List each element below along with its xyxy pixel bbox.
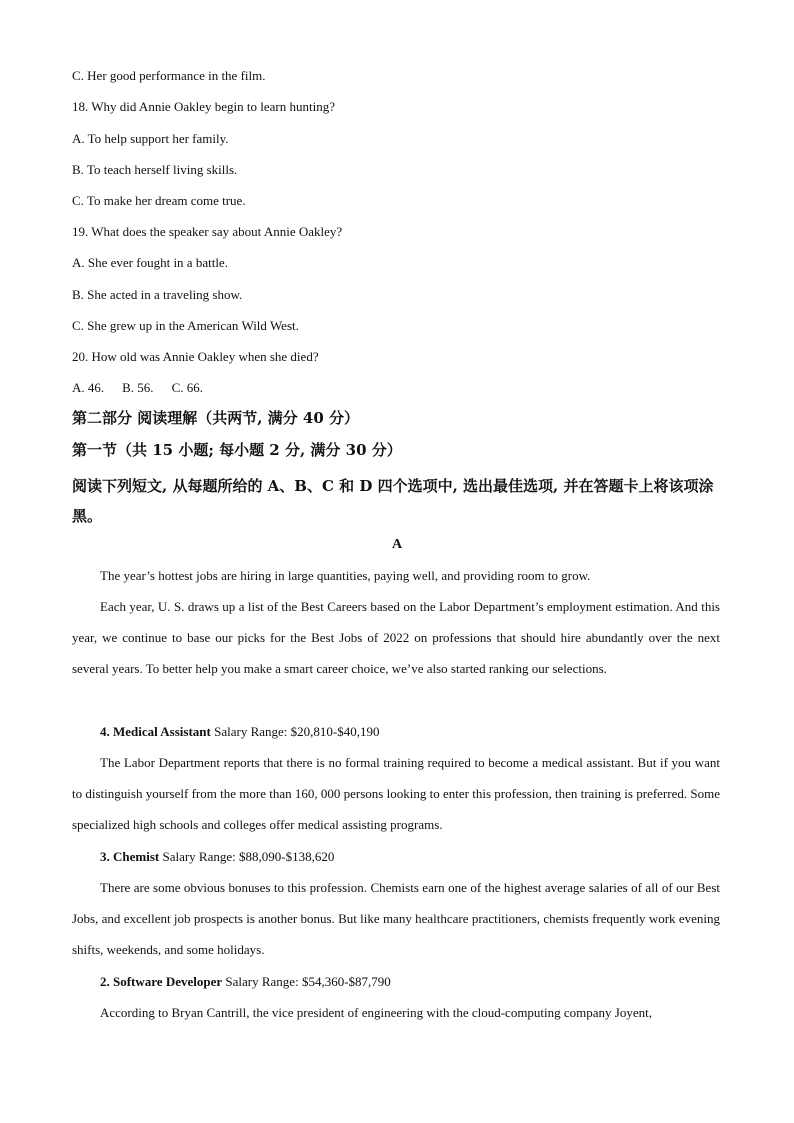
paragraph-intro: The year’s hottest jobs are hiring in large quantities, paying well, and providing room to grow. [100,568,591,583]
option-18c: C. To make her dream come true. [72,193,246,208]
question-18: 18. Why did Annie Oakley begin to learn hunting? [72,99,335,114]
job-heading-software-developer [72,966,720,997]
passage-label: A [391,537,403,552]
paragraph-medical-assistant: The Labor Department reports that there is no formal training required to become a medical assistant. But if you want to distinguish yourself from the more than 160, 000 persons looking to enter this profession, then training is preferred. Some specialized high schools and colleges offer medical assisting programs. [72,755,720,833]
paragraph-best-careers: Each year, U. S. draws up a list of the Best Careers based on the Labor Department’s employment estimation. And this year, we continue to base our picks for the Best Jobs of 2022 on professions that should hire abundantly over the next several years. To better help you make a smart career choice, we’ve also started ranking our selections. [72,599,720,677]
option-20b: B. 56. [122,380,154,395]
salary-range: Salary Range: $88,090-$138,620 [159,849,335,864]
job-title: 4. Medical Assistant [100,724,211,739]
job-heading-medical-assistant [72,716,720,747]
salary-range: Salary Range: $20,810-$40,190 [210,724,380,739]
salary-range: Salary Range: $54,360-$87,790 [222,974,391,989]
part-title: 第二部分 阅读理解（共两节, 满分 40 分） [72,409,359,427]
question-20: 20. How old was Annie Oakley when she died? [72,349,319,364]
option-18a: A. To help support her family. [72,131,229,146]
option-18b: B. To teach herself living skills. [72,162,238,177]
job-heading-chemist [72,841,720,872]
option-20c: C. 66. [171,380,203,395]
question-19: 19. What does the speaker say about Annie Oakley? [72,224,343,239]
option-19c: C. She grew up in the American Wild West. [72,318,299,333]
options-20 [72,380,203,396]
option-17c: C. Her good performance in the film. [72,68,266,83]
paragraph-chemist: There are some obvious bonuses to this profession. Chemists earn one of the highest average salaries of all of our Best Jobs, and excellent job prospects is another bonus. But like many healthcare practitioners, chemists frequently work evening shifts, weekends, and some holidays. [72,880,720,958]
job-title: 3. Chemist [100,849,160,864]
option-19a: A. She ever fought in a battle. [72,255,228,270]
option-20a: A. 46. [72,380,105,395]
option-19b: B. She acted in a traveling show. [72,287,243,302]
section-title: 第一节（共 15 小题; 每小题 2 分, 满分 30 分） [72,441,402,459]
reading-instruction: 阅读下列短文, 从每题所给的 A、B、C 和 D 四个选项中, 选出最佳选项, 并在答题卡上将该项涂黑。 [72,477,714,525]
paragraph-software-developer: According to Bryan Cantrill, the vice president of engineering with the cloud-computing company Joyent, [100,1005,652,1020]
job-title: 2. Software Developer [100,974,223,989]
